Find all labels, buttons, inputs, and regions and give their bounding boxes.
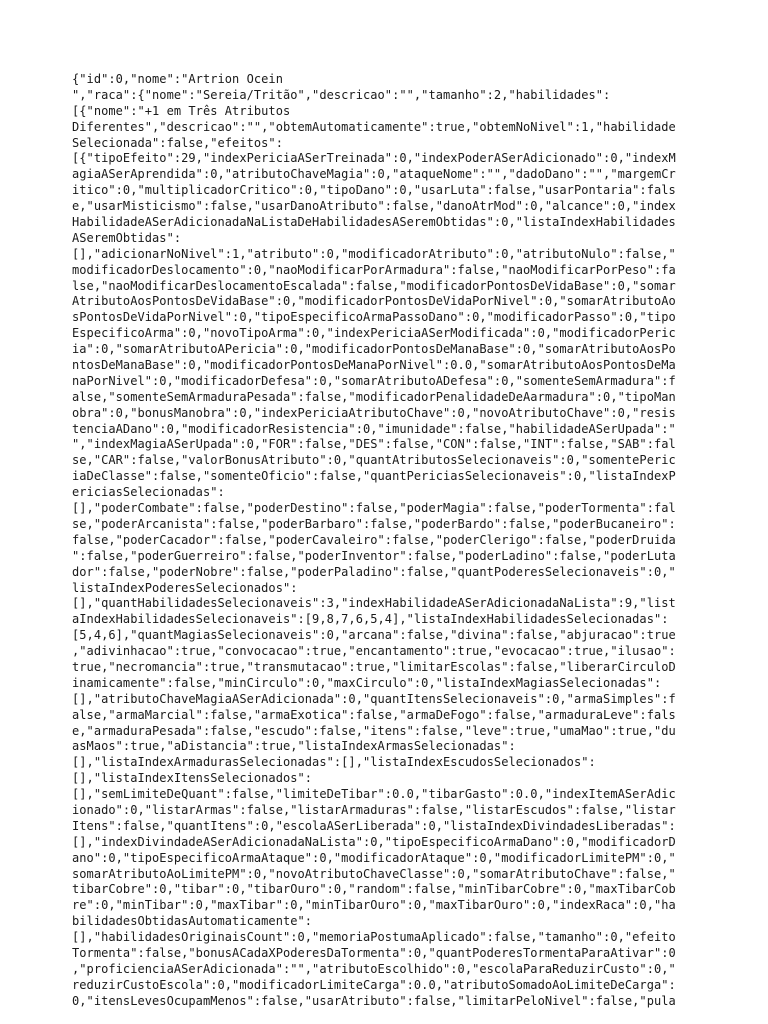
text-line: e,"armaduraPesada":false,"escudo":false,"itens":false,"leve":true,"umaMao":true,"du (72, 723, 676, 738)
text-line: true,"necromancia":true,"transmutacao":true,"limitarEscolas":false,"liberarCirculoD (72, 659, 676, 674)
text-line: 0,"itensLevesOcupamMenos":false,"usarAtributo":false,"limitarPeloNivel":false,"pula (72, 993, 676, 1008)
text-line: agiaASerAprendida":0,"atributoChaveMagia":0,"ataqueNome":"","dadoDano":"","margemCr (72, 167, 676, 182)
text-line: ","indexMagiaASerUpada":0,"FOR":false,"DES":false,"CON":false,"INT":false,"SAB":fal (72, 437, 676, 452)
text-line: ":false,"poderGuerreiro":false,"poderInventor":false,"poderLadino":false,"poderLuta (72, 548, 676, 563)
text-line: ,"proficienciaASerAdicionada":"","atributoEscolhido":0,"escolaParaReduzirCusto":0," (72, 961, 676, 976)
text-line: HabilidadeASerAdicionadaNaListaDeHabilidadesASeremObtidas":0,"listaIndexHabilidades (72, 215, 676, 230)
text-line: iaDeClasse":false,"somenteOficio":false,"quantPericiasSelecionaveis":0,"listaIndexP (72, 469, 676, 484)
text-line: se,"poderArcanista":false,"poderBarbaro":false,"poderBardo":false,"poderBucaneiro": (72, 516, 676, 531)
text-line: [],"habilidadesOriginaisCount":0,"memoriaPostumaAplicado":false,"tamanho":0,"efeito (72, 930, 676, 945)
text-line: [],"listaIndexItensSelecionados": (72, 771, 313, 786)
text-line: [],"semLimiteDeQuant":false,"limiteDeTibar":0.0,"tibarGasto":0.0,"indexItemASerAdic (72, 787, 676, 802)
text-line: AtributoAosPontosDeVidaBase":0,"modificadorPontosDeVidaPorNivel":0,"somarAtributoAo (72, 294, 676, 309)
text-line: Diferentes","descricao":"","obtemAutomaticamente":true,"obtemNoNivel":1,"habilidade (72, 119, 676, 134)
text-line: alse,"armaMarcial":false,"armaExotica":false,"armaDeFogo":false,"armaduraLeve":fals (72, 707, 676, 722)
text-line: false,"poderCacador":false,"poderCavaleiro":false,"poderClerigo":false,"poderDruida (72, 532, 676, 547)
text-line: somarAtributoAoLimitePM":0,"novoAtributoChaveClasse":0,"somarAtributoChave":false," (72, 866, 676, 881)
text-line: asMaos":true,"aDistancia":true,"listaIndexArmasSelecionadas": (72, 739, 516, 754)
text-line: [],"atributoChaveMagiaASerAdicionada":0,"quantItensSelecionaveis":0,"armaSimples":f (72, 691, 676, 706)
text-line: lse,"naoModificarDeslocamentoEscalada":false,"modificadorPontosDeVidaBase":0,"somar (72, 278, 676, 293)
text-line: modificadorDeslocamento":0,"naoModificarPorArmadura":false,"naoModificarPorPeso":fa (72, 262, 676, 277)
text-line: [],"adicionarNoNivel":1,"atributo":0,"modificadorAtributo":0,"atributoNulo":false," (72, 246, 676, 261)
text-line: ","raca":{"nome":"Sereia/Tritão","descricao":"","tamanho":2,"habilidades": (72, 87, 611, 102)
text-line: listaIndexPoderesSelecionados": (72, 580, 298, 595)
text-line: dor":false,"poderNobre":false,"poderPaladino":false,"quantPoderesSelecionaveis":0," (72, 564, 676, 579)
text-line: alse,"somenteSemArmaduraPesada":false,"modificadorPenalidadeDeAarmadura":0,"tipoMan (72, 389, 676, 404)
text-line: tenciaADano":0,"modificadorResistencia":0,"imunidade":false,"habilidadeASerUpada":" (72, 421, 676, 436)
text-line: ntosDeManaBase":0,"modificadorPontosDeManaPorNivel":0.0,"somarAtributoAosPontosDeMa (72, 358, 676, 373)
text-line: aIndexHabilidadesSelecionaveis":[9,8,7,6,5,4],"listaIndexHabilidadesSelecionadas": (72, 612, 669, 627)
text-line: reduzirCustoEscola":0,"modificadorLimiteCarga":0.0,"atributoSomadoAoLimiteDeCarga": (72, 977, 676, 992)
text-line: re":0,"minTibar":0,"maxTibar":0,"minTibarOuro":0,"maxTibarOuro":0,"indexRaca":0,"ha (72, 898, 676, 913)
text-line: [5,4,6],"quantMagiasSelecionaveis":0,"arcana":false,"divina":false,"abjuracao":true (72, 628, 676, 643)
json-text-block (72, 72, 702, 1010)
text-line: [],"indexDivindadeASerAdicionadaNaLista":0,"tipoEspecificoArmaDano":0,"modificadorD (72, 834, 676, 849)
text-line: ano":0,"tipoEspecificoArmaAtaque":0,"modificadorAtaque":0,"modificadorLimitePM":0," (72, 850, 676, 865)
text-line: Selecionada":false,"efeitos": (72, 135, 283, 150)
text-line: [{"tipoEfeito":29,"indexPericiaASerTreinada":0,"indexPoderASerAdicionado":0,"indexM (72, 151, 676, 166)
text-line: ionado":0,"listarArmas":false,"listarArmaduras":false,"listarEscudos":false,"listar (72, 802, 676, 817)
text-line: e,"usarMisticismo":false,"usarDanoAtributo":false,"danoAtrMod":0,"alcance":0,"index (72, 199, 676, 214)
text-line: se,"CAR":false,"valorBonusAtributo":0,"quantAtributosSelecionaveis":0,"somentePeric (72, 453, 676, 468)
text-line: [],"poderCombate":false,"poderDestino":false,"poderMagia":false,"poderTormenta":fal (72, 501, 676, 516)
text-line: ericiasSelecionadas": (72, 485, 225, 500)
text-line: {"id":0,"nome":"Artrion Ocein (72, 72, 283, 86)
text-line: obra":0,"bonusManobra":0,"indexPericiaAtributoChave":0,"novoAtributoChave":0,"resis (72, 405, 676, 420)
text-line: Itens":false,"quantItens":0,"escolaASerLiberada":0,"listaIndexDivindadesLiberadas": (72, 818, 676, 833)
text-line: [{"nome":"+1 em Três Atributos (72, 103, 291, 118)
text-line: ,"adivinhacao":true,"convocacao":true,"encantamento":true,"evocacao":true,"ilusao": (72, 644, 676, 659)
text-line: sPontosDeVidaPorNivel":0,"tipoEspecificoArmaPassoDano":0,"modificadorPasso":0,"tipo (72, 310, 676, 325)
text-line: naPorNivel":0,"modificadorDefesa":0,"somarAtributoADefesa":0,"somenteSemArmadura":f (72, 373, 676, 388)
text-line: [],"listaIndexArmadurasSelecionadas":[],"listaIndexEscudosSelecionados": (72, 755, 596, 770)
text-line: tibarCobre":0,"tibar":0,"tibarOuro":0,"random":false,"minTibarCobre":0,"maxTibarCob (72, 882, 676, 897)
text-line: inamicamente":false,"minCirculo":0,"maxCirculo":0,"listaIndexMagiasSelecionadas": (72, 675, 662, 690)
text-line: ASeremObtidas": (72, 230, 182, 245)
text-line: Tormenta":false,"bonusACadaXPoderesDaTormenta":0,"quantPoderesTormentaParaAtivar":0 (72, 945, 676, 960)
text-line: [],"quantHabilidadesSelecionaveis":3,"indexHabilidadeASerAdicionadaNaLista":9,"list (72, 596, 676, 611)
text-line: EspecificoArma":0,"novoTipoArma":0,"indexPericiaASerModificada":0,"modificadorPeric (72, 326, 676, 341)
text-line: ia":0,"somarAtributoAPericia":0,"modificadorPontosDeManaBase":0,"somarAtributoAosPo (72, 342, 676, 357)
text-line: itico":0,"multiplicadorCritico":0,"tipoDano":0,"usarLuta":false,"usarPontaria":fals (72, 183, 676, 198)
text-line: bilidadesObtidasAutomaticamente": (72, 914, 313, 929)
